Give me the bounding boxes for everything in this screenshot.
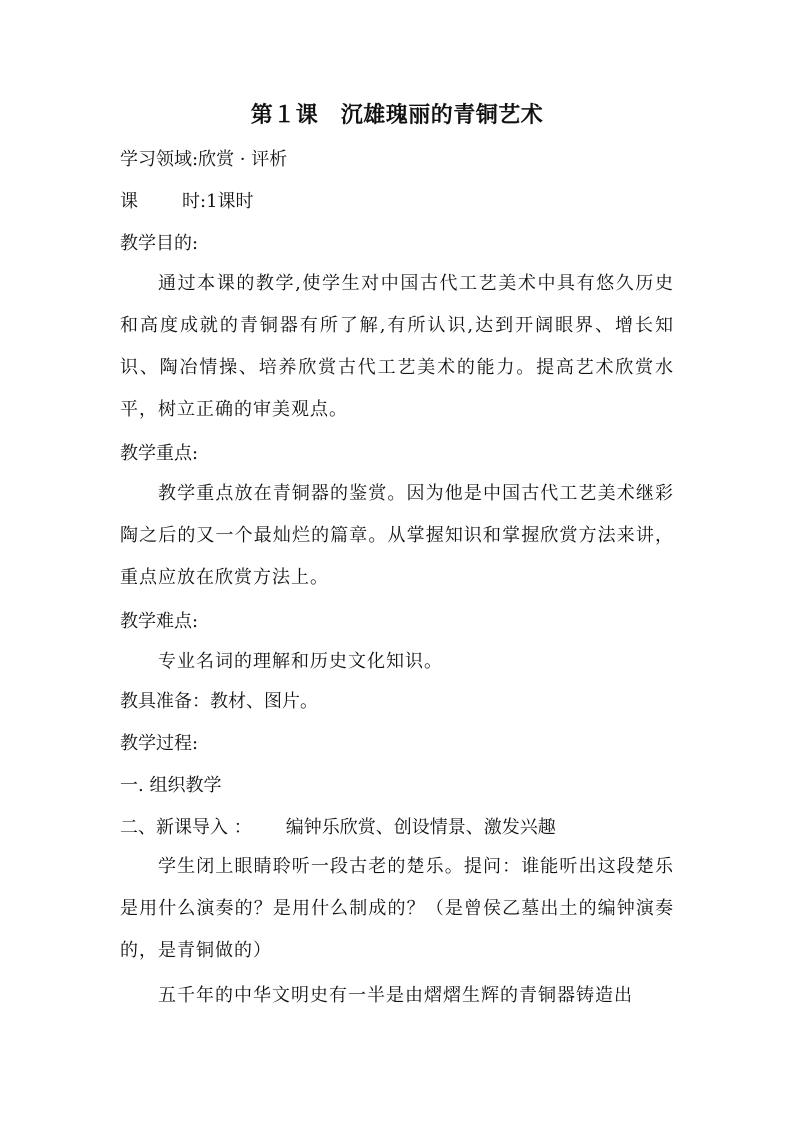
field-line — [120, 147, 287, 173]
step-intro-line — [120, 815, 556, 841]
page-title: 第１课 沉雄瑰丽的青铜艺术 — [250, 102, 544, 128]
period-line — [120, 189, 254, 215]
period-label-a: 课 — [120, 191, 138, 212]
objectives-heading: 教学目的: — [120, 233, 199, 254]
materials-line: 教具准备：教材、图片。 — [120, 691, 318, 712]
step-organize: 一. 组织教学 — [120, 775, 222, 796]
step-intro-label: 二、新课导入 ： — [120, 817, 252, 838]
field-value: 欣赏 · 评析 — [198, 149, 288, 170]
period-value: 1课时 — [206, 191, 254, 212]
field-label: 学习领域: — [120, 149, 199, 170]
key-points-paragraph: 教学重点放在青铜器的鉴赏。因为他是中国古代工艺美术继彩陶之后的又一个最灿烂的篇章。从掌握知识和掌握欣赏方法来讲，重点应放在欣赏方法上。 — [120, 483, 674, 588]
objectives-paragraph: 通过本课的教学,使学生对中国古代工艺美术中具有悠久历史和高度成就的青铜器有所了解,有所认识,达到开阔眼界、增长知识、陶冶情操、培养欣赏古代工艺美术的能力。提高艺术欣赏水平，树立正确的审美观点。 — [120, 273, 674, 420]
step-intro-paragraph: 学生闭上眼睛聆听一段古老的楚乐。提问：谁能听出这段楚乐是用什么演奏的？是用什么制成的？（是曾侯乙墓出土的编钟演奏的，是青铜做的） — [120, 856, 674, 961]
difficulties-text: 专业名词的理解和历史文化知识。 — [158, 651, 443, 672]
period-label-b: 时: — [182, 191, 207, 212]
difficulties-heading: 教学难点: — [120, 611, 199, 632]
process-heading: 教学过程: — [120, 733, 199, 754]
final-paragraph: 五千年的中华文明史有一半是由熠熠生辉的青铜器铸造出 — [158, 985, 633, 1006]
step-intro-value: 编钟乐欣赏、创设情景、激发兴趣 — [285, 817, 556, 838]
key-points-heading: 教学重点: — [120, 443, 199, 464]
